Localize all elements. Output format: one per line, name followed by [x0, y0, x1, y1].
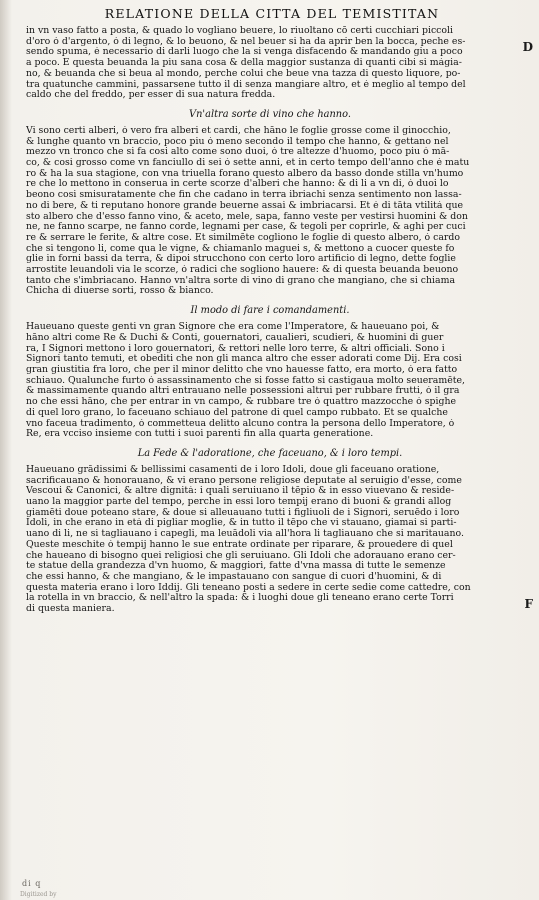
margin-letter-f: F: [524, 597, 533, 611]
text-line: te statue della grandezza d'vn huomo, & maggiori, fatte d'vna massa di tutte le semenze: [26, 561, 446, 572]
text-line: tanto che s'imbriacano. Hanno vn'altra sorte di vino di grano che mangiano, che si chiama: [26, 275, 456, 286]
text-line: & lunghe quanto vn braccio, poco piu ó meno secondo il tempo che hanno, & gettano nel: [26, 136, 449, 147]
text-line: Re, era vcciso insieme con tutti i suoi parenti fin alla quarta generatione.: [26, 429, 374, 440]
page-body: [26, 26, 514, 615]
digitization-note: Digitized by: [20, 891, 57, 898]
text-line: ra, I Signori mettono i loro gouernatori, & rettori nelle loro terre, & altri officiali. Sono i: [26, 343, 445, 354]
text-line: a poco. E questa beuanda la piu sana cosa & della maggior sustanza di quanti cibi si mágia-: [26, 58, 462, 69]
text-line: d'oro ó d'argento, ó di legno, & lo beuono, & nel beuer si ha da aprir ben la bocca, peche es-: [26, 36, 466, 47]
text-line: re & serrare le ferite, & altre cose. Et similmēte cogliono le foglie di questo albero, ó cardo: [26, 232, 460, 243]
catchword: di q: [22, 879, 42, 888]
text-line: la rotella in vn braccio, & nell'altro la spada: & i luoghi doue gli teneano erano certe Torri: [26, 593, 454, 604]
text-line: hāno altri come Re & Duchi & Conti, gouernatori, caualieri, scudieri, & huomini di guer: [26, 332, 444, 343]
text-line: no di bere, & ti reputano honore grande beuerne assai & imbriacarsi. Et é di tāta vtilitá que: [26, 200, 464, 211]
text-line: beono cosi smisuratamente che fin che cadano in terra ibriachi senza sentimento non lassa-: [26, 190, 462, 201]
text-line: vno faceua tradimento, ó commetteua delitto alcuno contra la persona dello Imperatore, ó: [26, 418, 455, 429]
text-line: mezzo vn tronco che si fa cosi alto come sono duoi, ó tre altezze d'huomo, poco piu ó mā-: [26, 147, 450, 158]
text-line: questa materia erano i loro Iddij. Gli teneano posti a sedere in certe sedie come cattedre, con: [26, 582, 471, 593]
text-line: Queste meschite ó tempij hanno le sue entrate ordinate per riparare, & prouedere di quel: [26, 539, 453, 550]
section-heading-faith: La Fede & l'adoratione, che faceuano, & i loro tempi.: [137, 447, 403, 459]
text-line: gran giustitia fra loro, che per il minor delitto che vno hauesse fatto, era morto, ó era fatto: [26, 364, 458, 375]
text-line: Haueuano grādissimi & bellissimi casamenti de i loro Idoli, doue gli faceuano oratione,: [26, 464, 440, 475]
text-line: caldo che del freddo, per esser di sua natura fredda.: [26, 90, 276, 101]
text-line: re che lo mettono in conserua in certe scorze d'alberi che hanno: & di li a vn di, ó duoi lo: [26, 179, 449, 190]
text-line: co, & cosi grosso come vn fanciullo di sei ó sette anni, et in certo tempo dell'anno che é matu: [26, 158, 470, 169]
section-2-text: [26, 322, 514, 440]
section-3-text: [26, 465, 514, 615]
text-line: Vescoui & Canonici, & altre dignitá: i quali seruiuano il tēpio & in esso viuevano & reside-: [26, 486, 455, 497]
section-1-text: [26, 126, 514, 297]
text-line: Haueuano queste genti vn gran Signore che era come l'Imperatore, & haueuano poi, &: [26, 322, 440, 333]
text-line: tra quatunche cammini, passarsene tutto il di senza mangiare altro, et é meglio al tempo del: [26, 79, 466, 90]
text-line: Chicha di diuerse sorti, rosso & bianco.: [26, 286, 214, 297]
section-0-text: [26, 26, 514, 101]
text-line: giamēti doue poteano stare, & doue si alleuauano tutti i figliuoli de i Signori, seruēdo i loro: [26, 507, 460, 518]
text-line: uano la maggior parte del tempo, perche in essi loro tempij erano di buoni & grandi allog: [26, 497, 452, 508]
text-line: ne, ne fanno scarpe, ne fanno corde, legnami per case, & tegoli per coprirle, & aghi per cuci: [26, 222, 466, 233]
running-header: RELATIONE DELLA CITTA DEL TEMISTITAN: [104, 6, 440, 21]
text-line: ro & ha la sua stagione, con vna triuella forano questo albero da basso donde stilla vn'humo: [26, 168, 464, 179]
section-heading-wine: Vn'altra sorte di vino che hanno.: [189, 108, 351, 120]
text-line: Idoli, in che erano in etá di pigliar moglie, & in tutto il tēpo che vi stauano, giamai si parti-: [26, 518, 457, 529]
text-line: che haueano di bisogno quei religiosi che gli seruiuano. Gli Idoli che adorauano erano cer-: [26, 550, 456, 561]
text-line: & massimamente quando altri entrauano nelle possessioni altrui per rubbare frutti, ó il gra: [26, 386, 460, 397]
text-line: no che essi hāno, che per entrar in vn campo, & rubbare tre ó quattro mazzocche ó spighe: [26, 397, 457, 408]
text-line: arrostite leuandoli via le scorze, ó radici che sogliono hauere: & di questa beuanda beuono: [26, 265, 459, 276]
text-line: che si tengono li, come qua le vigne, & chiamanlo maguei s, & mettono a cuocer queste fo: [26, 243, 455, 254]
text-line: glie in forni bassi da terra, & dipoi strucchono con certo loro artificio di legno, dette foglie: [26, 254, 456, 265]
text-line: sto albero che d'esso fanno vino, & aceto, mele, sapa, fanno veste per vestirsi huomini & don: [26, 211, 468, 222]
text-line: Signori tanto temuti, et obediti che non gli manca altro che esser adorati come Dij. Era cosi: [26, 354, 462, 365]
text-line: in vn vaso fatto a posta, & quado lo vogliano beuere, lo riuoltano cō certi cucchiari piccoli: [26, 26, 454, 36]
text-line: sacrificauano & honorauano, & vi erano persone religiose deputate al seruigio d'esse, come: [26, 475, 462, 486]
text-line: uano di li, ne si tagliauano i capegli, ma leuādoli via all'hora li tagliauano che si maritauano.: [26, 529, 464, 540]
text-line: sendo spuma, é necessario di darli luogo che la si venga disfacendo & mandando giu a poco: [26, 47, 463, 58]
margin-letter-d: D: [522, 40, 533, 54]
text-line: di quel loro grano, lo faceuano schiauo del patrone di quel campo rubbato. Et se qualche: [26, 407, 448, 418]
text-line: Vi sono certi alberi, ó vero fra alberi et cardi, che hāno le foglie grosse come il ginocchio,: [26, 125, 451, 136]
section-heading-commandments: Il modo di fare i comandamenti.: [190, 305, 350, 317]
text-line: che essi hanno, & che mangiano, & le impastauano con sangue di cuori d'huomini, & di: [26, 571, 442, 582]
text-line: no, & beuanda che si beua al mondo, perche colui che beue vna tazza di questo liquore, po-: [26, 68, 461, 79]
text-line: schiauo. Qualunche furto ó assassinamento che si fosse fatto si castigaua molto seueramēte,: [26, 375, 465, 386]
text-line: di questa maniera.: [26, 604, 115, 615]
